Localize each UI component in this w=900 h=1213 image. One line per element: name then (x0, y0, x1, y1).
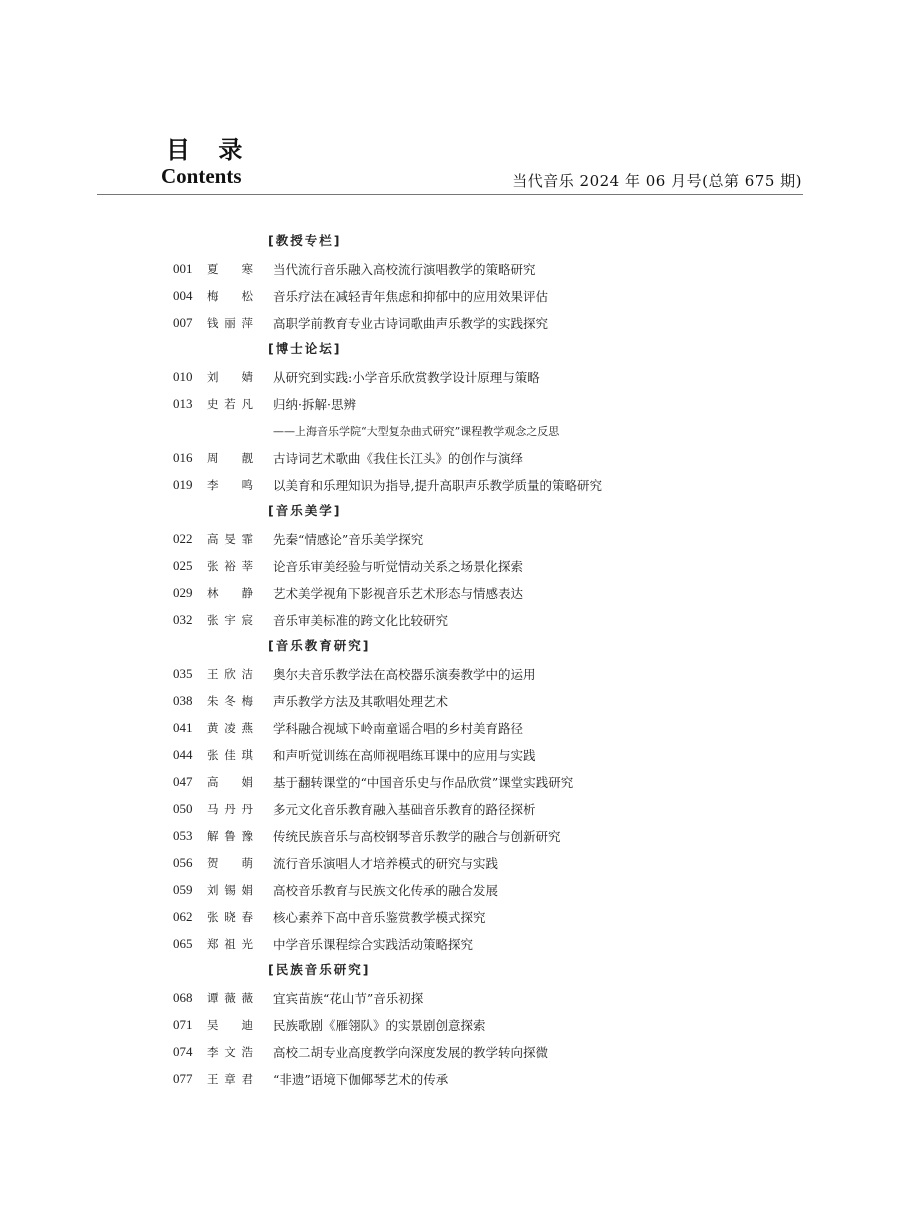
author-name: 解鲁豫 (207, 829, 253, 843)
page-number: 053 (173, 828, 193, 843)
toc-entry[interactable] (0, 660, 900, 687)
author-name: 史若凡 (207, 397, 253, 411)
toc-entry[interactable] (0, 687, 900, 714)
section-label: [博士论坛] (268, 341, 342, 356)
section-heading (0, 336, 900, 363)
toc-entry[interactable] (0, 363, 900, 390)
section-heading (0, 633, 900, 660)
article-title[interactable]: 古诗词艺术歌曲《我住长江头》的创作与演绎 (273, 451, 524, 466)
toc-entry[interactable] (0, 876, 900, 903)
toc-entry[interactable] (0, 795, 900, 822)
article-title[interactable]: 从研究到实践:小学音乐欣赏教学设计原理与策略 (273, 370, 540, 385)
article-title[interactable]: 和声听觉训练在高师视唱练耳课中的应用与实践 (273, 748, 536, 763)
author-name: 黄凌燕 (207, 721, 253, 735)
page-title-cn: 目 录 (166, 136, 253, 164)
page-number: 010 (173, 369, 193, 384)
toc-entry[interactable] (0, 930, 900, 957)
toc-entry[interactable] (0, 444, 900, 471)
author-name: 谭薇薇 (207, 991, 253, 1005)
author-name: 王欣洁 (207, 667, 253, 681)
page-number: 047 (173, 774, 193, 789)
article-title[interactable]: 论音乐审美经验与听觉情动关系之场景化探索 (273, 559, 524, 574)
author-name: 钱丽萍 (207, 316, 253, 330)
page-number: 041 (173, 720, 193, 735)
section-heading (0, 228, 900, 255)
article-title[interactable]: 以美育和乐理知识为指导,提升高职声乐教学质量的策略研究 (273, 478, 602, 493)
toc-entry[interactable] (0, 714, 900, 741)
author-name: 高旻霏 (207, 532, 253, 546)
toc-entry[interactable] (0, 525, 900, 552)
page-number: 001 (173, 261, 193, 276)
section-heading (0, 957, 900, 984)
author-name: 李 鸣 (207, 478, 253, 492)
article-title[interactable]: 音乐疗法在减轻青年焦虑和抑郁中的应用效果评估 (273, 289, 549, 304)
page-number: 074 (173, 1044, 193, 1059)
page-number: 038 (173, 693, 193, 708)
toc-entry[interactable] (0, 741, 900, 768)
page-number: 029 (173, 585, 193, 600)
author-name: 朱冬梅 (207, 694, 253, 708)
toc-entry[interactable] (0, 768, 900, 795)
article-title[interactable]: 基于翻转课堂的“中国音乐史与作品欣赏”课堂实践研究 (273, 775, 574, 790)
page-number: 032 (173, 612, 193, 627)
page-number: 044 (173, 747, 193, 762)
toc-entry[interactable] (0, 309, 900, 336)
author-name: 王章君 (207, 1072, 253, 1086)
toc-entry[interactable] (0, 1038, 900, 1065)
page-number: 068 (173, 990, 193, 1005)
author-name: 高 娟 (207, 775, 253, 789)
table-of-contents (0, 228, 900, 1092)
page-number: 062 (173, 909, 193, 924)
issue-info: 当代音乐 2024 年 06 月号(总第 675 期) (512, 172, 802, 190)
article-title[interactable]: 当代流行音乐融入高校流行演唱教学的策略研究 (273, 262, 536, 277)
section-heading (0, 498, 900, 525)
page-title-en: Contents (161, 164, 242, 188)
article-title[interactable]: 宜宾苗族“花山节”音乐初探 (273, 991, 424, 1006)
author-name: 周 靓 (207, 451, 253, 465)
page-number: 025 (173, 558, 193, 573)
page-number: 007 (173, 315, 193, 330)
toc-entry[interactable] (0, 579, 900, 606)
article-title[interactable]: 学科融合视域下岭南童谣合唱的乡村美育路径 (273, 721, 524, 736)
toc-entry[interactable] (0, 1065, 900, 1092)
author-name: 张佳琪 (207, 748, 253, 762)
author-name: 张晓春 (207, 910, 253, 924)
toc-entry[interactable] (0, 282, 900, 309)
toc-entry[interactable] (0, 471, 900, 498)
article-title[interactable]: 高职学前教育专业古诗词歌曲声乐教学的实践探究 (273, 316, 549, 331)
author-name: 李文浩 (207, 1045, 253, 1059)
author-name: 夏 寒 (207, 262, 253, 276)
article-title[interactable]: “非遗”语境下伽倻琴艺术的传承 (273, 1072, 449, 1087)
article-title[interactable]: 高校二胡专业高度教学向深度发展的教学转向探微 (273, 1045, 549, 1060)
article-title[interactable]: 奥尔夫音乐教学法在高校器乐演奏教学中的运用 (273, 667, 536, 682)
section-label: [民族音乐研究] (268, 962, 371, 977)
toc-entry[interactable] (0, 822, 900, 849)
toc-entry[interactable] (0, 606, 900, 633)
toc-entry[interactable] (0, 903, 900, 930)
page-number: 013 (173, 396, 193, 411)
author-name: 张宇宸 (207, 613, 253, 627)
author-name: 张裕莘 (207, 559, 253, 573)
page-number: 004 (173, 288, 193, 303)
author-name: 梅 松 (207, 289, 253, 303)
page-number: 050 (173, 801, 193, 816)
page-number: 077 (173, 1071, 193, 1086)
page-number: 071 (173, 1017, 193, 1032)
author-name: 贺 萌 (207, 856, 253, 870)
author-name: 刘锡娟 (207, 883, 253, 897)
header-divider (97, 194, 803, 195)
page-number: 019 (173, 477, 193, 492)
article-title[interactable]: 传统民族音乐与高校钢琴音乐教学的融合与创新研究 (273, 829, 561, 844)
author-name: 刘 婧 (207, 370, 253, 384)
article-title[interactable]: 声乐教学方法及其歌唱处理艺术 (273, 694, 449, 709)
article-title[interactable]: 高校音乐教育与民族文化传承的融合发展 (273, 883, 499, 898)
article-title[interactable]: 先秦“情感论”音乐美学探究 (273, 532, 424, 547)
toc-entry-subtitle-row (0, 417, 900, 444)
page-number: 035 (173, 666, 193, 681)
author-name: 吴 迪 (207, 1018, 253, 1032)
article-title[interactable]: 流行音乐演唱人才培养模式的研究与实践 (273, 856, 499, 871)
toc-entry[interactable] (0, 255, 900, 282)
article-title[interactable]: 民族歌剧《雁翎队》的实景剧创意探索 (273, 1018, 486, 1033)
article-title[interactable]: 中学音乐课程综合实践活动策略探究 (273, 937, 474, 952)
page-number: 056 (173, 855, 193, 870)
page-number: 022 (173, 531, 193, 546)
article-title[interactable]: 归纳·拆解·思辨 (273, 397, 356, 412)
author-name: 郑祖光 (207, 937, 253, 951)
article-title[interactable]: 艺术美学视角下影视音乐艺术形态与情感表达 (273, 586, 524, 601)
toc-entry[interactable] (0, 1011, 900, 1038)
page-number: 065 (173, 936, 193, 951)
toc-entry[interactable] (0, 984, 900, 1011)
toc-entry[interactable] (0, 390, 900, 417)
article-title[interactable]: 音乐审美标准的跨文化比较研究 (273, 613, 449, 628)
toc-entry[interactable] (0, 552, 900, 579)
section-label: [音乐教育研究] (268, 638, 371, 653)
page-number: 016 (173, 450, 193, 465)
author-name: 林 静 (207, 586, 253, 600)
section-label: [教授专栏] (268, 233, 342, 248)
section-label: [音乐美学] (268, 503, 342, 518)
article-title[interactable]: 多元文化音乐教育融入基础音乐教育的路径探析 (273, 802, 536, 817)
article-subtitle: ——上海音乐学院“大型复杂曲式研究”课程教学观念之反思 (273, 425, 560, 438)
toc-entry[interactable] (0, 849, 900, 876)
author-name: 马丹丹 (207, 802, 253, 816)
article-title[interactable]: 核心素养下高中音乐鉴赏教学模式探究 (273, 910, 486, 925)
page-number: 059 (173, 882, 193, 897)
